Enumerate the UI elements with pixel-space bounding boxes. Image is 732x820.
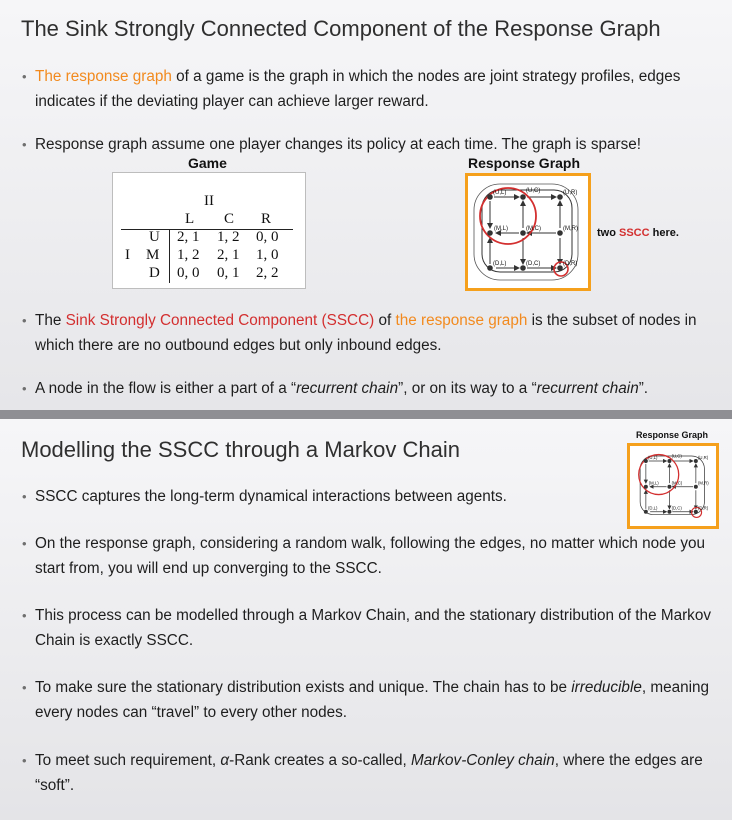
node-mr: (M,R) [563, 226, 578, 232]
bullet-dot-icon: • [22, 536, 27, 551]
node-ur: (U,R) [563, 190, 578, 196]
bullet-dot-icon: • [22, 381, 27, 396]
node-dr: (D,R) [563, 261, 578, 267]
payoff-matrix [112, 172, 306, 289]
row-header-d: D [149, 265, 160, 281]
node-mc: (M,C) [526, 226, 541, 232]
cell-u-r: 0, 0 [256, 229, 279, 245]
node-uc: (U,C) [526, 188, 541, 194]
bullet-markov-chain: • This process can be modelled through a Markov Chain, and the stationary distribution of the Markov Chain is exactly SSCC. [22, 603, 712, 653]
node-uc-small: (U,C) [671, 453, 682, 459]
response-graph-label-small: Response Graph [636, 430, 709, 440]
response-graph-figure-small [627, 443, 719, 529]
bullet-alpha-rank: • To meet such requirement, α-Rank creates a so-called, Markov-Conley chain, where the edges are “soft”. [22, 748, 712, 798]
matrix-vline [169, 229, 170, 283]
bullet-irreducible: • To make sure the stationary distribution exists and unique. The chain has to be irreducible, meaning every nodes can “travel” to every other nodes. [22, 675, 712, 725]
node-ul-small: (U,L) [648, 454, 658, 460]
col-header-l: L [185, 211, 195, 227]
slide-2-title: Modelling the SSCC through a Markov Chain [21, 437, 461, 462]
cell-d-l: 0, 0 [177, 265, 200, 281]
bullet-dot-icon: • [22, 489, 27, 504]
cell-m-l: 1, 2 [177, 247, 200, 263]
player-2-label: II [204, 193, 214, 209]
slide-divider [0, 410, 732, 419]
bullet-sscc-definition: • The Sink Strongly Connected Component (SSCC) of the response graph is the subset of nodes in which there are no outbound edges but only inbound edges. [22, 308, 712, 358]
cell-d-c: 0, 1 [217, 265, 240, 281]
bullet-dot-icon: • [22, 680, 27, 695]
sscc-note: two SSCC here. [597, 227, 679, 239]
row-header-m: M [146, 247, 160, 263]
col-header-c: C [224, 211, 235, 227]
node-ur-small: (U,R) [698, 454, 709, 460]
response-graph-term-2: the response graph [395, 312, 528, 329]
node-dl-small: (D,L) [648, 505, 658, 511]
node-ul: (U,L) [493, 190, 507, 196]
bullet-response-graph-definition: • The response graph of a game is the graph in which the nodes are joint strategy profiles, edges indicates if the deviating player can achieve larger reward. [22, 64, 712, 114]
response-graph-term: The response graph [35, 68, 172, 85]
col-header-r: R [261, 211, 272, 227]
response-graph-figure [465, 173, 591, 291]
node-ml-small: (M,L) [648, 480, 659, 486]
player-1-label: I [125, 247, 130, 263]
row-header-u: U [149, 229, 160, 245]
bullet-sscc-long-term: • SSCC captures the long-term dynamical interactions between agents. [22, 484, 612, 509]
cell-u-c: 1, 2 [217, 229, 240, 245]
node-dc-small: (D,C) [671, 505, 682, 511]
slide-2 [0, 419, 732, 820]
node-mr-small: (M,R) [698, 480, 709, 486]
node-dr-small: (D,R) [698, 505, 709, 511]
bullet-dot-icon: • [22, 608, 27, 623]
bullet-dot-icon: • [22, 753, 27, 768]
node-ml: (M,L) [494, 226, 508, 232]
response-graph-svg [468, 176, 588, 288]
bullet-dot-icon: • [22, 137, 27, 152]
response-graph-label: Response Graph [468, 155, 581, 171]
bullet-recurrent-chain: • A node in the flow is either a part of a “recurrent chain”, or on its way to a “recurrent chain”. [22, 376, 722, 401]
node-mc-small: (M,C) [671, 480, 683, 486]
bullet-sparse-graph: • Response graph assume one player changes its policy at each time. The graph is sparse! [22, 132, 712, 157]
bullet-dot-icon: • [22, 313, 27, 328]
bullet-random-walk: • On the response graph, considering a random walk, following the edges, no matter which node you start from, you will end up converging to the SSCC. [22, 531, 712, 581]
game-label: Game [188, 155, 227, 171]
cell-m-r: 1, 0 [256, 247, 279, 263]
cell-u-l: 2, 1 [177, 229, 200, 245]
bullet-dot-icon: • [22, 69, 27, 84]
sscc-term: Sink Strongly Connected Component (SSCC) [65, 312, 375, 329]
node-dc: (D,C) [526, 261, 541, 267]
node-dl: (D,L) [493, 261, 507, 267]
cell-d-r: 2, 2 [256, 265, 279, 281]
slide-1-title: The Sink Strongly Connected Component of the Response Graph [21, 16, 661, 41]
cell-m-c: 2, 1 [217, 247, 240, 263]
response-graph-svg-small [630, 446, 716, 526]
